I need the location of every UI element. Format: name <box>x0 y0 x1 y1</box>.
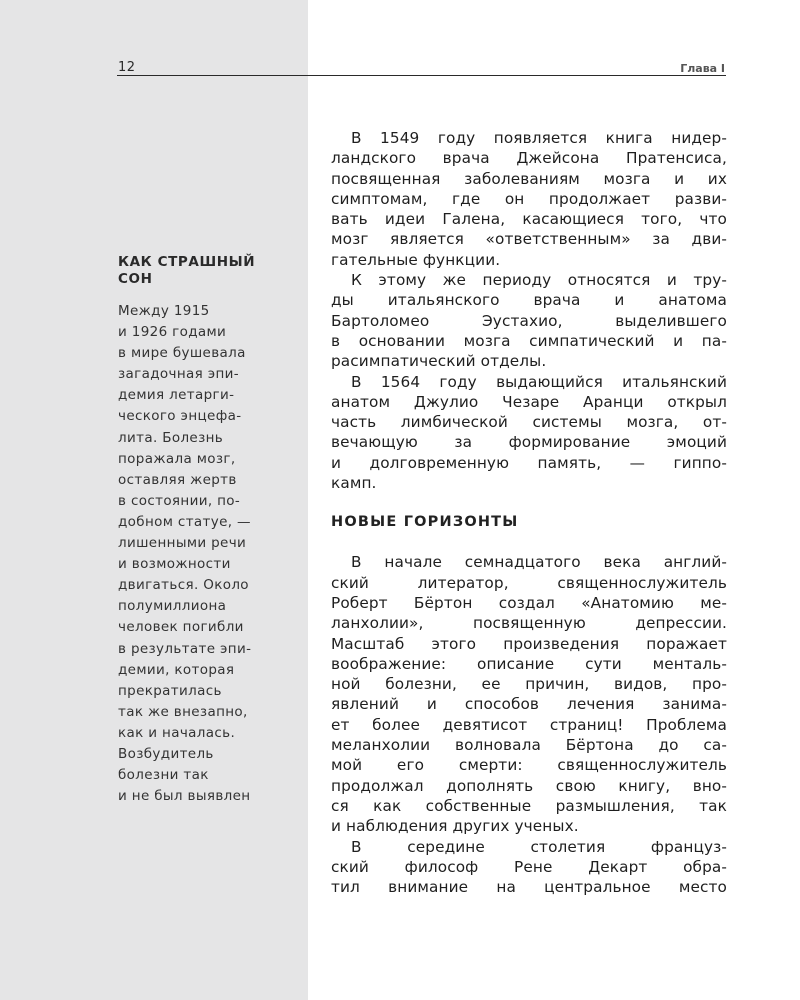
paragraph-line: меланхолии волновала Бёртона до са- <box>331 736 727 755</box>
paragraph-line: ский философ Рене Декарт обра- <box>331 857 727 876</box>
paragraph-line: ланхолии», посвященную депрессии. <box>331 614 727 633</box>
sidebar-body-line: загадочная эпи- <box>118 366 240 383</box>
sidebar-body-line: и не был выявлен <box>118 788 251 805</box>
sidebar-body-line: демии, которая <box>118 661 235 678</box>
sidebar-body-line: человек погибли <box>118 619 244 636</box>
paragraph-line: симптомам, где он продолжает разви- <box>331 189 727 208</box>
paragraph-line: и долговременную память, — гиппо- <box>331 453 727 472</box>
paragraph-line: и наблюдения других ученых. <box>331 817 579 836</box>
paragraph <box>331 270 727 371</box>
sidebar-body-line: в состоянии, по- <box>118 492 241 509</box>
paragraph-line: ной болезни, ее причин, видов, про- <box>331 675 727 694</box>
sidebar-title-line: СОН <box>118 271 153 287</box>
paragraphs-bottom <box>331 552 727 897</box>
paragraph-line: гательные функции. <box>331 250 501 269</box>
paragraph-line: воображение: описание сути менталь- <box>331 654 727 673</box>
paragraph-line: часть лимбической системы мозга, от- <box>331 413 727 432</box>
sidebar-body-line: оставляя жертв <box>118 471 237 488</box>
section-heading: НОВЫЕ ГОРИЗОНТЫ <box>331 514 519 531</box>
paragraph-line: Масштаб этого произведения поражает <box>331 634 727 653</box>
paragraph-line: расимпатический отделы. <box>331 352 547 371</box>
paragraph-line: тил внимание на центральное место <box>331 878 727 897</box>
sidebar-body <box>118 301 290 807</box>
paragraph <box>331 552 727 836</box>
sidebar-title-line: КАК СТРАШНЫЙ <box>118 254 256 270</box>
paragraph <box>331 128 727 270</box>
sidebar-body-line: добном статуе, — <box>118 513 251 530</box>
paragraph-line: вать идеи Галена, касающиеся того, что <box>331 210 727 229</box>
paragraph-line: продолжал дополнять свою книгу, вно- <box>331 776 727 795</box>
sidebar-body-line: и 1926 годами <box>118 324 227 341</box>
paragraph <box>331 837 727 898</box>
paragraph-line: ландского врача Джейсона Пратенсиса, <box>331 149 727 168</box>
paragraph <box>331 372 727 494</box>
sidebar-body-line: двигаться. Около <box>118 577 249 594</box>
sidebar-body-line: ческого энцефа- <box>118 408 242 425</box>
sidebar-body-line: и возможности <box>118 556 231 573</box>
sidebar-body-line: прекратилась <box>118 682 222 699</box>
page-number: 12 <box>118 60 136 75</box>
paragraph-line: В середине столетия француз- <box>351 837 727 856</box>
paragraph-line: Роберт Бёртон создал «Анатомию ме- <box>331 593 727 612</box>
sidebar-body-line: поражала мозг, <box>118 450 236 467</box>
sidebar-note <box>118 254 290 807</box>
paragraph-line: ды итальянского врача и анатома <box>331 291 727 310</box>
paragraph-line: В 1549 году появляется книга нидер- <box>351 129 727 147</box>
sidebar-body-line: так же внезапно, <box>118 703 248 720</box>
chapter-label: Глава I <box>680 62 725 75</box>
paragraphs-top <box>331 128 727 493</box>
paragraph-line: в основании мозга симпатический и па- <box>331 331 727 350</box>
sidebar-body-line: полумиллиона <box>118 598 227 615</box>
header-rule <box>117 75 726 76</box>
paragraph-line: мозг является «ответственным» за дви- <box>331 230 727 249</box>
paragraph-line: камп. <box>331 474 377 493</box>
paragraph-line: ский литератор, священнослужитель <box>331 573 727 592</box>
sidebar-body-line: в мире бушевала <box>118 345 246 362</box>
sidebar-body-line: лишенными речи <box>118 535 247 552</box>
paragraph-line: ет более девятисот страниц! Проблема <box>331 715 727 734</box>
paragraph-line: Бартоломео Эустахио, выделившего <box>331 311 727 330</box>
paragraph-line: К этому же периоду относятся и тру- <box>351 271 727 290</box>
paragraph-line: посвященная заболеваниям мозга и их <box>331 169 727 188</box>
sidebar-body-line: демия летарги- <box>118 387 235 404</box>
sidebar-body-line: как и началась. <box>118 724 236 741</box>
paragraph-line: вечающую за формирование эмоций <box>331 433 727 452</box>
paragraph-line: мой его смерти: священнослужитель <box>331 756 727 775</box>
sidebar-body-line: в результате эпи- <box>118 640 252 657</box>
paragraph-line: В 1564 году выдающийся итальянский <box>351 372 727 391</box>
main-text-column <box>331 128 727 897</box>
paragraph-line: ся как собственные размышления, так <box>331 796 727 815</box>
sidebar-body-line: лита. Болезнь <box>118 429 224 446</box>
sidebar-title <box>118 254 290 288</box>
sidebar-body-line: Возбудитель <box>118 745 214 762</box>
sidebar-body-line: болезни так <box>118 767 209 784</box>
paragraph-line: явлений и способов лечения занима- <box>331 695 727 714</box>
paragraph-line: анатом Джулио Чезаре Аранци открыл <box>331 392 727 411</box>
sidebar-body-line: Между 1915 <box>118 303 210 319</box>
paragraph-line: В начале семнадцатого века англий- <box>351 553 727 572</box>
